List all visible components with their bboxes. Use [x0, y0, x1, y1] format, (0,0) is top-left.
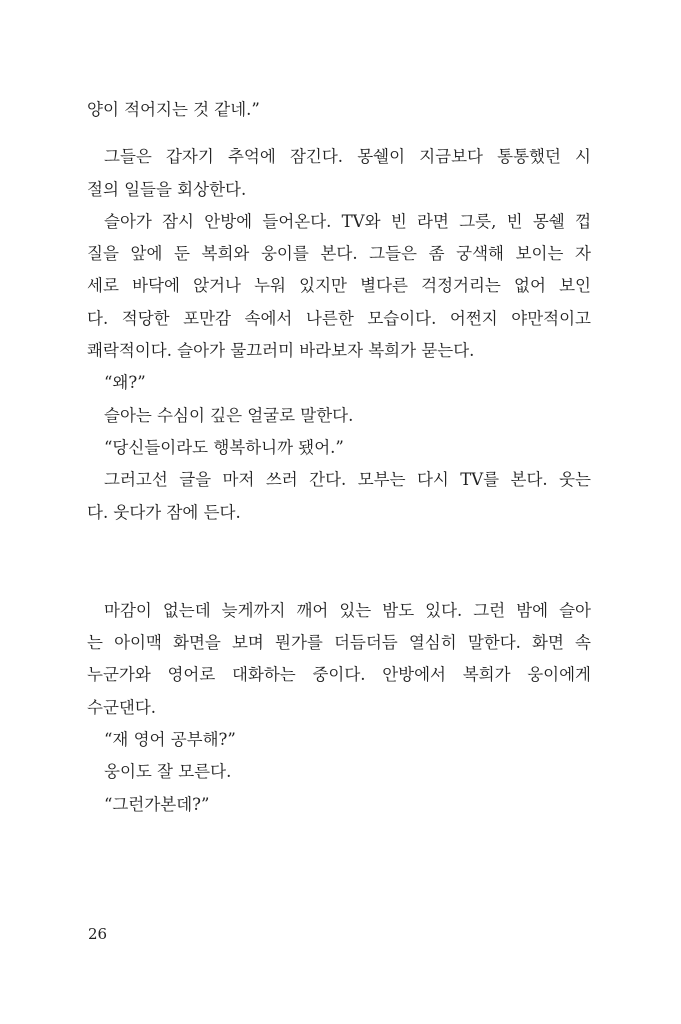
text-line: 양이 적어지는 것 같네.”: [87, 100, 260, 119]
text-line: 다. 적당한 포만감 속에서 나른한 모습이다. 어쩐지 야만적이고: [87, 308, 591, 328]
text-line: 쾌락적이다. 슬아가 물끄러미 바라보자 복희가 묻는다.: [87, 341, 475, 361]
text-line: 슬아가 잠시 안방에 들어온다. TV와 빈 라면 그릇, 빈 몽쉘 껍: [104, 211, 591, 231]
text-line: “그런가본데?”: [104, 794, 210, 814]
text-line: 마감이 없는데 늦게까지 깨어 있는 밤도 있다. 그런 밤에 슬아: [104, 600, 591, 620]
text-line: 그러고선 글을 마저 쓰러 간다. 모부는 다시 TV를 본다. 웃는: [104, 470, 591, 490]
text-line: 누군가와 영어로 대화하는 중이다. 안방에서 복희가 웅이에게: [87, 665, 591, 685]
section-1: [87, 94, 591, 529]
text-line: 수군댄다.: [87, 697, 157, 717]
text-line: 는 아이맥 화면을 보며 뭔가를 더듬더듬 열심히 말한다. 화면 속: [87, 633, 591, 653]
text-line: 슬아는 수심이 깊은 얼굴로 말한다.: [104, 405, 354, 425]
body-text: [87, 94, 591, 821]
page-number: 26: [88, 925, 108, 943]
text-line: 질을 앞에 둔 복희와 웅이를 본다. 그들은 좀 궁색해 보이는 자: [87, 244, 591, 264]
text-line: 그들은 갑자기 추억에 잠긴다. 몽쉘이 지금보다 통통했던 시: [104, 147, 591, 167]
text-line: “왜?”: [104, 373, 146, 393]
section-2: [87, 595, 591, 821]
text-line: 웅이도 잘 모른다.: [104, 762, 232, 782]
section-break: [87, 529, 591, 595]
text-line: 절의 일들을 회상한다.: [87, 179, 247, 199]
text-line: 세로 바닥에 앉거나 누워 있지만 별다른 걱정거리는 없어 보인: [87, 276, 591, 296]
text-line: “당신들이라도 행복하니까 됐어.”: [104, 437, 344, 457]
text-line: “재 영어 공부해?”: [104, 730, 236, 750]
text-line: 다. 웃다가 잠에 든다.: [87, 502, 241, 522]
